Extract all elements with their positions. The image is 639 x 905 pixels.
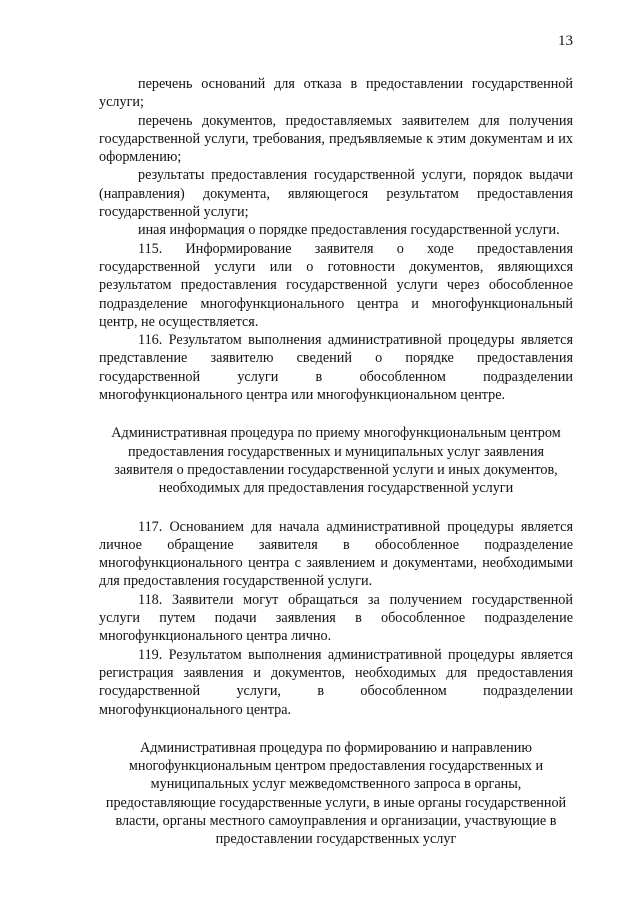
spacer [99, 498, 573, 518]
section-heading: Административная процедура по формированию и направлению многофункциональным центром предоставления государственных и муниципальных услуг межведомственного запроса в органы, предоставляющие государственные услуги, в иные органы государственной власти, органы местного самоуправления и организации, участвующие в предоставлении государственных услуг [105, 739, 567, 848]
paragraph: перечень оснований для отказа в предоставлении государственной услуги; [99, 76, 573, 111]
paragraph-118: 118. Заявители могут обращаться за получением государственной услуги путем подачи заявления в обособленное подразделение многофункционального центра лично. [99, 591, 573, 645]
document-body [99, 75, 573, 849]
page-number: 13 [558, 33, 573, 49]
paragraph: результаты предоставления государственной услуги, порядок выдачи (направления) документа, являющегося результатом предоставления государственной услуги; [99, 167, 573, 221]
spacer [99, 404, 573, 424]
paragraph: перечень документов, предоставляемых заявителем для получения государственной услуги, требования, предъявляемые к этим документам и их оформлению; [99, 112, 573, 166]
paragraph-116: 116. Результатом выполнения административной процедуры является представление заявителю сведений о порядке предоставления государственной услуги в обособленном подразделении многофункционального центра или многофункциональном центре. [99, 332, 573, 404]
spacer [99, 719, 573, 739]
paragraph-117: 117. Основанием для начала административной процедуры является личное обращение заявителя в обособленное подразделение многофункционального центра с заявлением и документами, необходимыми для предоставления государственной услуги. [99, 518, 573, 590]
paragraph-115: 115. Информирование заявителя о ходе предоставления государственной услуги или о готовности документов, являющихся результатом предоставления государственной услуги через обособленное подразделение многофункционального центра и многофункциональный центр, не осуществляется. [99, 240, 573, 330]
paragraph: иная информация о порядке предоставления государственной услуги. [138, 222, 560, 239]
section-heading: Административная процедура по приему многофункциональным центром предоставления государственных и муниципальных услуг заявления заявителя о предоставлении государственной услуги и иных документов, необходимых для предоставления государственной услуги [111, 425, 561, 497]
paragraph-119: 119. Результатом выполнения административной процедуры является регистрация заявления и документов, необходимых для предоставления государственной услуги, в обособленном подразделении многофункционального центра. [99, 646, 573, 718]
